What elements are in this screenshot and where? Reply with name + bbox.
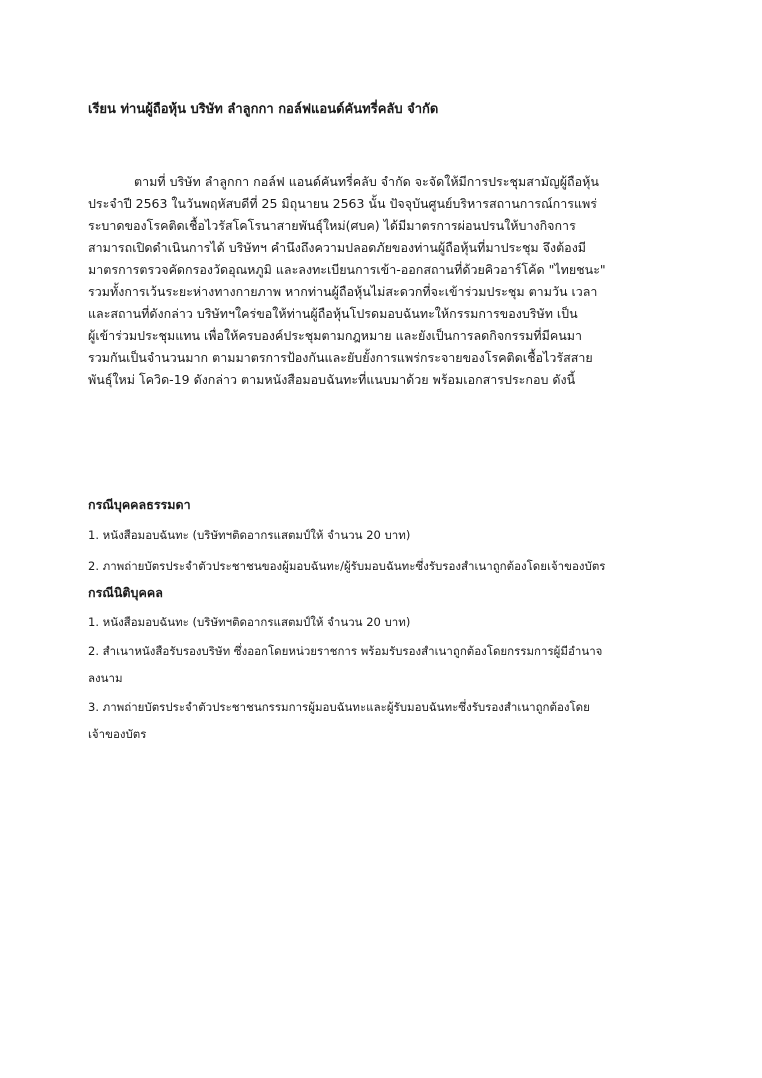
body-line: พันธุ์ใหม่ โควิด-19 ดังกล่าว ตามหนังสือมอบฉันทะที่แนบมาด้วย พร้อมเอกสารประกอบ ดังนี้: [88, 372, 576, 387]
section-heading-juristic: กรณีนิติบุคคล: [88, 585, 163, 600]
body-line: ระบาดของโรคติดเชื้อไวรัสโคโรนาสายพันธุ์ใหม่(ศบค) ได้มีมาตรการผ่อนปรนให้บางกิจการ: [88, 218, 576, 233]
salutation: เรียน ท่านผู้ถือหุ้น บริษัท ลำลูกกา กอล์ฟแอนด์คันทรี่คลับ จำกัด: [88, 102, 439, 117]
body-line: รวมทั้งการเว้นระยะห่างทางกายภาพ หากท่านผู้ถือหุ้นไม่สะดวกที่จะเข้าร่วมประชุม ตามวัน เวลา: [88, 284, 598, 299]
body-line: ตามที่ บริษัท ลำลูกกา กอล์ฟ แอนด์คันทรี่คลับ จำกัด จะจัดให้มีการประชุมสามัญผู้ถือหุ้น: [134, 174, 599, 189]
list-item: 2. ภาพถ่ายบัตรประจำตัวประชาชนของผู้มอบฉันทะ/ผู้รับมอบฉันทะซึ่งรับรองสำเนาถูกต้องโดยเจ้าของบัตร: [88, 559, 606, 573]
body-line: ประจำปี 2563 ในวันพฤหัสบดีที่ 25 มิถุนายน 2563 นั้น ปัจจุบันศูนย์บริหารสถานการณ์การแพร่: [88, 196, 597, 211]
section-heading-individual: กรณีบุคคลธรรมดา: [88, 497, 191, 512]
body-line: ผู้เข้าร่วมประชุมแทน เพื่อให้ครบองค์ประชุมตามกฎหมาย และยังเป็นการลดกิจกรรมที่มีคนมา: [88, 328, 583, 343]
body-line: มาตรการตรวจคัดกรองวัดอุณหภูมิ และลงทะเบียนการเข้า-ออกสถานที่ด้วยคิวอาร์โค้ด "ไทยชนะ": [88, 262, 606, 277]
body-line: สามารถเปิดดำเนินการได้ บริษัทฯ คำนึงถึงความปลอดภัยของท่านผู้ถือหุ้นที่มาประชุม จึงต้องมี: [88, 240, 587, 255]
list-item: 1. หนังสือมอบฉันทะ (บริษัทฯติดอากรแสตมป์ให้ จำนวน 20 บาท): [88, 615, 411, 629]
list-item: 1. หนังสือมอบฉันทะ (บริษัทฯติดอากรแสตมป์ให้ จำนวน 20 บาท): [88, 528, 411, 542]
body-line: และสถานที่ดังกล่าว บริษัทฯใคร่ขอให้ท่านผู้ถือหุ้นโปรดมอบฉันทะให้กรรมการของบริษัท เป็น: [88, 306, 578, 321]
list-item: 2. สำเนาหนังสือรับรองบริษัท ซึ่งออกโดยหน่วยราชการ พร้อมรับรองสำเนาถูกต้องโดยกรรมการผู้มีอำนาจ: [88, 644, 603, 658]
list-item-continuation: ลงนาม: [88, 671, 123, 685]
list-item: 3. ภาพถ่ายบัตรประจำตัวประชาชนกรรมการผู้มอบฉันทะและผู้รับมอบฉันทะซึ่งรับรองสำเนาถูกต้องโดย: [88, 700, 590, 714]
list-item-continuation: เจ้าของบัตร: [88, 727, 147, 741]
body-line: รวมกันเป็นจำนวนมาก ตามมาตรการป้องกันและยับยั้งการแพร่กระจายของโรคติดเชื้อไวรัสสาย: [88, 350, 593, 365]
